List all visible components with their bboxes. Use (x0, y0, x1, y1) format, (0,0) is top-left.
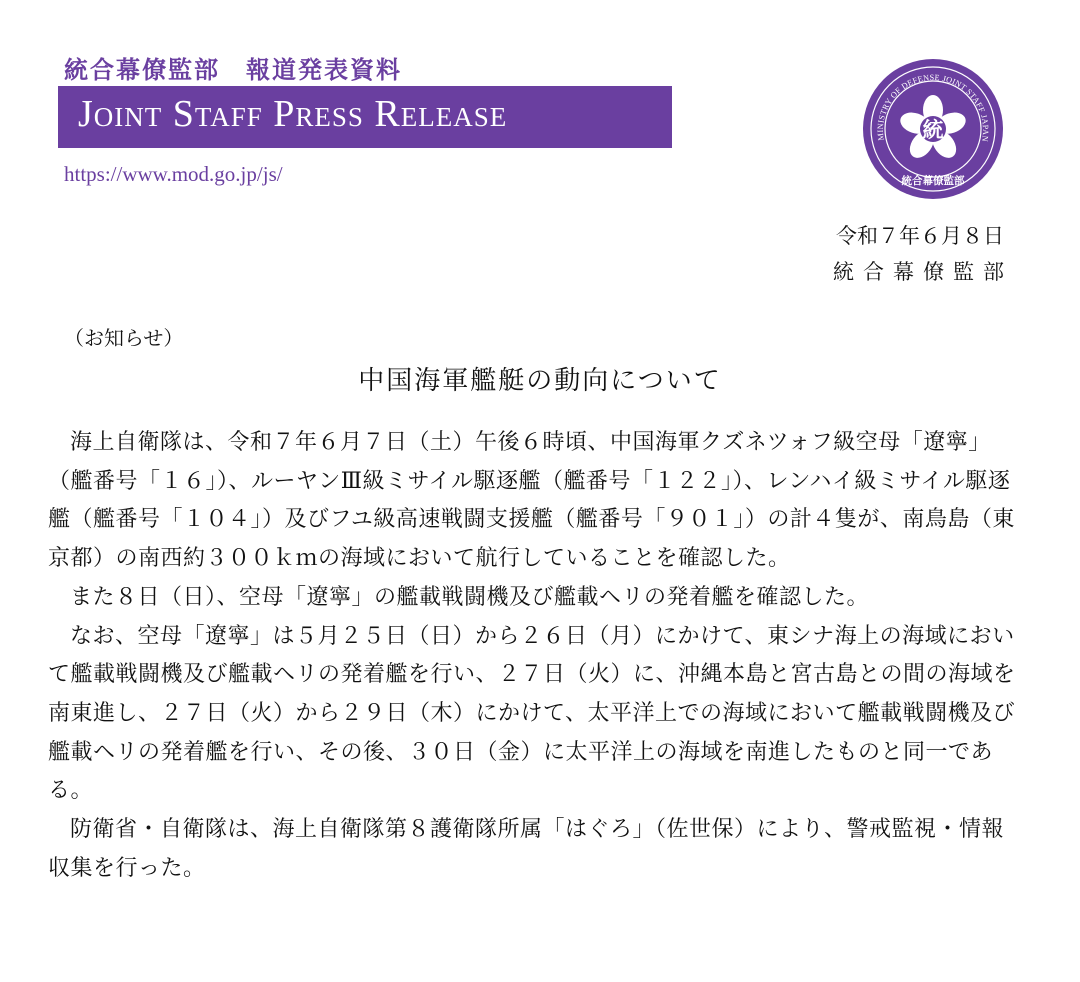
paragraph-1: 海上自衛隊は、令和７年６月７日（土）午後６時頃、中国海軍クズネツォフ級空母「遼寧」（艦番号「１６」）、ルーヤンⅢ級ミサイル駆逐艦（艦番号「１２２」）、レンハイ級ミサイル駆逐艦（艦番号「１０４」）及びフユ級高速戦闘支援艦（艦番号「９０１」）の計４隻が、南鳥島（東京都）の南西約３００ｋｍの海域において航行していることを確認した。 (48, 430, 1015, 572)
seal-bottom-text: 統合幕僚監部 (901, 175, 965, 187)
press-release-banner (58, 86, 672, 148)
banner-text: Joint Staff Press Release (78, 93, 508, 135)
joint-staff-seal-logo (862, 58, 1004, 200)
website-link[interactable]: https://www.mod.go.jp/js/ (64, 162, 283, 186)
release-date: 令和７年６月８日 (836, 224, 1004, 248)
paragraph-3: なお、空母「遼寧」は５月２５日（日）から２６日（月）にかけて、東シナ海上の海域において艦載戦闘機及び艦載ヘリの発着艦を行い、２７日（火）に、沖縄本島と宮古島との間の海域を南東進し、２７日（火）から２９日（木）にかけて、太平洋上での海域において艦載戦闘機及び艦載ヘリの発着艦を行い、その後、３０日（金）に太平洋上の海域を南進したものと同一である。 (48, 623, 1016, 804)
issuer: 統合幕僚監部 (833, 260, 1013, 284)
notice-label: （お知らせ） (64, 326, 184, 350)
seal-center-glyph: 統 (922, 118, 944, 142)
paragraph-4: 防衛省・自衛隊は、海上自衛隊第８護衛隊所属「はぐろ」（佐世保）により、警戒監視・情報収集を行った。 (48, 817, 1005, 881)
document-title: 中国海軍艦艇の動向について (358, 366, 722, 396)
seal-ministry-text: MINISTRY OF DEFENSE JOINT STAFF JAPAN (875, 73, 991, 143)
body-text (48, 424, 1022, 888)
paragraph-2: また８日（日）、空母「遼寧」の艦載戦闘機及び艦載ヘリの発着艦を確認した。 (70, 584, 870, 610)
department-title: 統合幕僚監部 報道発表資料 (64, 56, 402, 84)
date-issuer-block (833, 218, 1013, 290)
